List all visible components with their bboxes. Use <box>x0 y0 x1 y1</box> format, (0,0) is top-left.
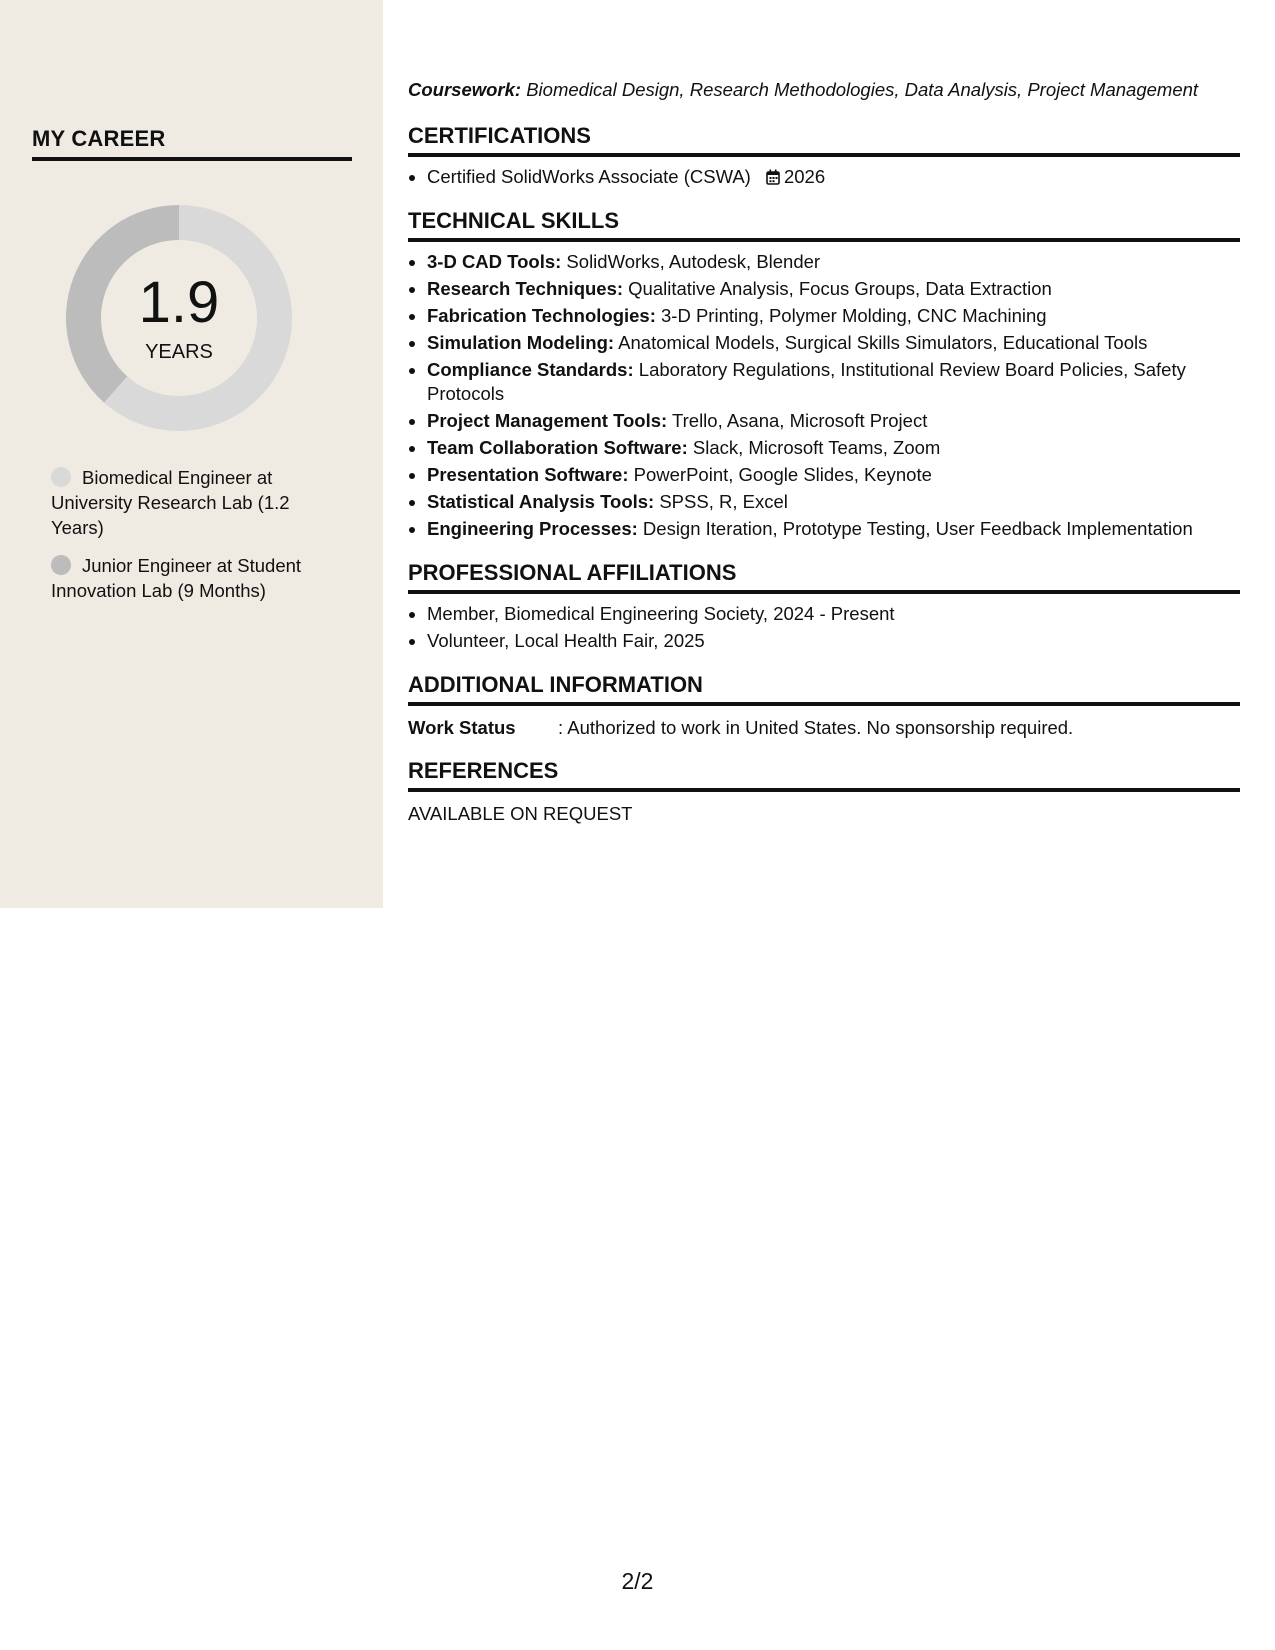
career-sidebar <box>0 0 383 908</box>
skill-value: Anatomical Models, Surgical Skills Simulators, Educational Tools <box>614 332 1148 353</box>
list-item <box>427 517 1240 541</box>
additional-info-heading: ADDITIONAL INFORMATION <box>408 671 1240 706</box>
list-item <box>427 165 1240 189</box>
skill-label: Simulation Modeling: <box>427 332 615 353</box>
skill-value: Design Iteration, Prototype Testing, User Feedback Implementation <box>637 518 1193 539</box>
skill-value: PowerPoint, Google Slides, Keynote <box>628 464 932 485</box>
legend-dot <box>51 467 71 487</box>
skill-value: SPSS, R, Excel <box>654 491 788 512</box>
certifications-list <box>408 165 1240 189</box>
affiliations-list <box>408 602 1240 653</box>
skill-label: Presentation Software: <box>427 464 629 485</box>
work-status-label: Work Status <box>408 717 516 738</box>
skills-list <box>408 250 1240 541</box>
resume-main <box>408 78 1240 827</box>
legend-item <box>51 465 331 540</box>
list-item <box>427 250 1240 274</box>
list-item <box>427 409 1240 433</box>
skill-label: Engineering Processes: <box>427 518 638 539</box>
list-item <box>427 463 1240 487</box>
skill-label: Team Collaboration Software: <box>427 437 688 458</box>
skill-label: Compliance Standards: <box>427 359 634 380</box>
technical-skills-heading: TECHNICAL SKILLS <box>408 207 1240 242</box>
coursework-text: Biomedical Design, Research Methodologies, Data Analysis, Project Management <box>521 79 1199 100</box>
certifications-heading: CERTIFICATIONS <box>408 122 1240 157</box>
work-status-row <box>408 714 1240 741</box>
skill-label: Statistical Analysis Tools: <box>427 491 655 512</box>
skill-label: 3-D CAD Tools: <box>427 251 562 272</box>
work-status-value: : Authorized to work in United States. No sponsorship required. <box>558 717 1074 738</box>
skill-value: SolidWorks, Autodesk, Blender <box>561 251 821 272</box>
list-item <box>427 436 1240 460</box>
list-item <box>427 358 1240 406</box>
references-text: AVAILABLE ON REQUEST <box>408 803 633 824</box>
coursework <box>408 78 1240 102</box>
certification-year: 2026 <box>783 166 826 187</box>
career-heading: MY CAREER <box>32 126 352 161</box>
career-legend <box>51 465 331 616</box>
skill-value: Trello, Asana, Microsoft Project <box>667 410 928 431</box>
page-number: 2/2 <box>621 1568 654 1594</box>
skill-label: Research Techniques: <box>427 278 624 299</box>
skill-value: Slack, Microsoft Teams, Zoom <box>687 437 941 458</box>
total-years-unit: YEARS <box>145 341 213 363</box>
list-item: • Volunteer, Local Health Fair, 2025 <box>427 629 1240 653</box>
legend-dot <box>51 555 71 575</box>
legend-item <box>51 553 331 603</box>
skill-value: 3-D Printing, Polymer Molding, CNC Machining <box>655 305 1047 326</box>
legend-label: Junior Engineer at Student Innovation Lab (9 Months) <box>51 555 302 601</box>
list-item <box>427 331 1240 355</box>
certification-name: Certified SolidWorks Associate (CSWA) <box>427 166 751 187</box>
skill-label: Project Management Tools: <box>427 410 668 431</box>
list-item <box>427 490 1240 514</box>
calendar-icon <box>766 169 780 185</box>
list-item <box>427 304 1240 328</box>
affiliations-heading: PROFESSIONAL AFFILIATIONS <box>408 559 1240 594</box>
skill-label: Fabrication Technologies: <box>427 305 656 326</box>
skill-value: Qualitative Analysis, Focus Groups, Data Extraction <box>623 278 1052 299</box>
list-item: • Member, Biomedical Engineering Society, 2024 - Present <box>427 602 1240 626</box>
skill-value: Laboratory Regulations, Institutional Review Board Policies, Safety Protocols <box>427 359 1186 404</box>
total-years-value: 1.9 <box>138 270 220 335</box>
legend-label: Biomedical Engineer at University Research Lab (1.2 Years) <box>51 467 290 538</box>
references-heading: REFERENCES <box>408 757 1240 792</box>
list-item <box>427 277 1240 301</box>
coursework-label: Coursework: <box>408 79 522 100</box>
